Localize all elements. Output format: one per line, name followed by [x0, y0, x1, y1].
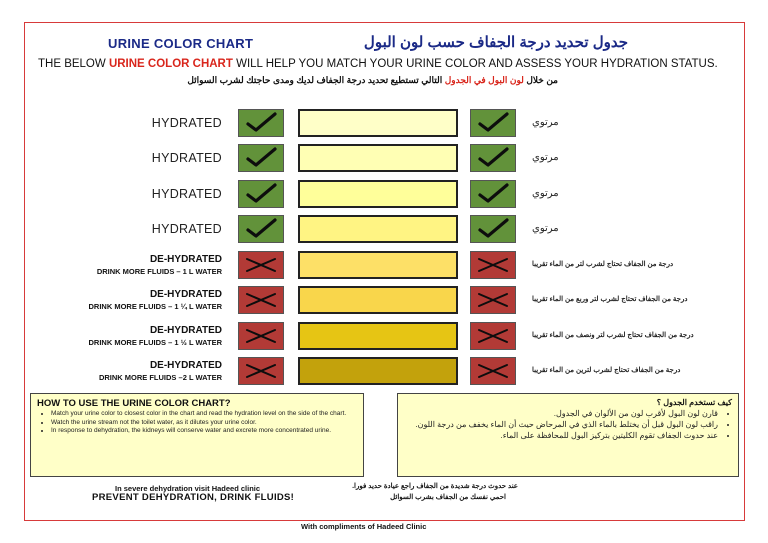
cross-icon: [470, 251, 516, 279]
status-label-arabic: درجة من الجفاف تحتاج لشرب لتر ونصف من الماء تقريبا: [532, 332, 694, 339]
how-to-item-arabic: • قارن لون البول لأقرب لون من الألوان في الجدول.: [403, 408, 718, 419]
subtitle-english-post: WILL HELP YOU MATCH YOUR URINE COLOR AND ASSESS YOUR HYDRATION STATUS.: [232, 58, 718, 70]
color-row: [0, 286, 768, 316]
subtitle-arabic-post: التالي تستطيع تحديد درجة الجفاف لديك ومدى حاجتك لشرب السوائل: [187, 75, 445, 85]
urine-color-swatch: [298, 357, 458, 385]
cross-icon: [238, 251, 284, 279]
color-row: [0, 109, 768, 139]
how-to-item-arabic: • راقب لون البول قبل أن يختلط بالماء الذي في المرحاض حيث أن الماء يخفف من درجة اللون.: [403, 419, 718, 430]
urine-color-swatch: [298, 322, 458, 350]
how-to-panel-arabic: [397, 393, 739, 477]
check-icon: [238, 109, 284, 137]
severe-note-arabic: عند حدوث درجة شديدة من الجفاف راجع عيادة حديد فورا.: [352, 483, 518, 490]
check-icon: [238, 144, 284, 172]
color-row: [0, 357, 768, 387]
cross-icon: [238, 322, 284, 350]
cross-icon: [238, 286, 284, 314]
status-title: DE-HYDRATED: [149, 254, 222, 265]
how-to-item-arabic: • عند حدوث الجفاف تقوم الكليتين بتركيز البول للمحافظة على الماء.: [403, 430, 718, 441]
subtitle-arabic: [187, 75, 558, 86]
how-to-title-english: HOW TO USE THE URINE COLOR CHART?: [37, 398, 231, 409]
how-to-title-arabic: كيف تستخدم الجدول ؟: [656, 398, 732, 407]
title-english: URINE COLOR CHART: [108, 36, 254, 51]
cross-icon: [470, 322, 516, 350]
status-label-english: HYDRATED: [151, 151, 222, 165]
status-title: DE-HYDRATED: [149, 289, 222, 300]
status-label-arabic: درجة من الجفاف تحتاج لشرب لتر وربع من الماء تقريبا: [532, 296, 688, 303]
color-row: [0, 144, 768, 174]
urine-color-swatch: [298, 144, 458, 172]
check-icon: [470, 215, 516, 243]
title-arabic: جدول تحديد درجة الجفاف حسب لون البول: [363, 34, 628, 51]
color-row: [0, 215, 768, 245]
check-icon: [238, 215, 284, 243]
fluid-advice: DRINK MORE FLUIDS –2 L WATER: [98, 373, 222, 382]
fluid-advice: DRINK MORE FLUIDS – 1 L WATER: [96, 267, 222, 276]
urine-color-swatch: [298, 286, 458, 314]
subtitle-english: [38, 58, 718, 70]
how-to-panel-english: [30, 393, 364, 477]
subtitle-english-pre: THE BELOW: [38, 58, 109, 70]
check-icon: [238, 180, 284, 208]
status-label-arabic: درجة من الجفاف تحتاج لشرب لتر من الماء تقريبا: [532, 261, 674, 268]
color-row: [0, 251, 768, 281]
urine-color-swatch: [298, 180, 458, 208]
cross-icon: [470, 357, 516, 385]
status-label-english: [89, 289, 222, 311]
subtitle-arabic-pre: من خلال: [523, 75, 558, 85]
subtitle-arabic-highlight: لون البول في الجدول: [444, 75, 524, 85]
status-label-english: HYDRATED: [151, 222, 222, 236]
how-to-item: • Watch the urine stream not the toilet water, as it dilutes your urine color.: [51, 419, 351, 428]
check-icon: [470, 144, 516, 172]
compliments: With compliments of Hadeed Clinic: [301, 522, 427, 531]
status-label-english: [99, 360, 222, 382]
how-to-list-english: [31, 410, 351, 436]
fluid-advice: DRINK MORE FLUIDS – 1 ¼ L WATER: [88, 302, 222, 311]
status-label-arabic: مرتوي: [532, 188, 559, 199]
how-to-item: • Match your urine color to closest color in the chart and read the hydration level on the side of the chart.: [51, 410, 351, 419]
subtitle-english-highlight: URINE COLOR CHART: [108, 58, 233, 70]
status-label-arabic: مرتوي: [532, 223, 559, 234]
how-to-list-arabic: [403, 408, 738, 441]
status-label-english: HYDRATED: [151, 187, 222, 201]
urine-color-swatch: [298, 251, 458, 279]
status-label-arabic: درجة من الجفاف تحتاج لشرب لترين من الماء تقريبا: [532, 367, 681, 374]
status-label-english: [97, 254, 222, 276]
cross-icon: [238, 357, 284, 385]
color-row: [0, 322, 768, 352]
slogan-english: PREVENT DEHYDRATION, DRINK FLUIDS!: [92, 492, 295, 503]
fluid-advice: DRINK MORE FLUIDS – 1 ½ L WATER: [88, 338, 222, 347]
urine-color-swatch: [298, 215, 458, 243]
status-label-english: HYDRATED: [151, 116, 222, 130]
cross-icon: [470, 286, 516, 314]
status-label-arabic: مرتوي: [532, 152, 559, 163]
how-to-item: • In response to dehydration, the kidneys will conserve water and excrete more concentrated urine.: [51, 427, 351, 436]
check-icon: [470, 109, 516, 137]
slogan-arabic: احمي نفسك من الجفاف بشرب السوائل: [390, 494, 506, 501]
status-title: DE-HYDRATED: [149, 325, 222, 336]
status-title: DE-HYDRATED: [149, 360, 222, 371]
status-label-arabic: مرتوي: [532, 117, 559, 128]
color-row: [0, 180, 768, 210]
urine-color-swatch: [298, 109, 458, 137]
severe-note-english: In severe dehydration visit Hadeed clinic: [115, 484, 261, 493]
check-icon: [470, 180, 516, 208]
status-label-english: [89, 325, 222, 347]
